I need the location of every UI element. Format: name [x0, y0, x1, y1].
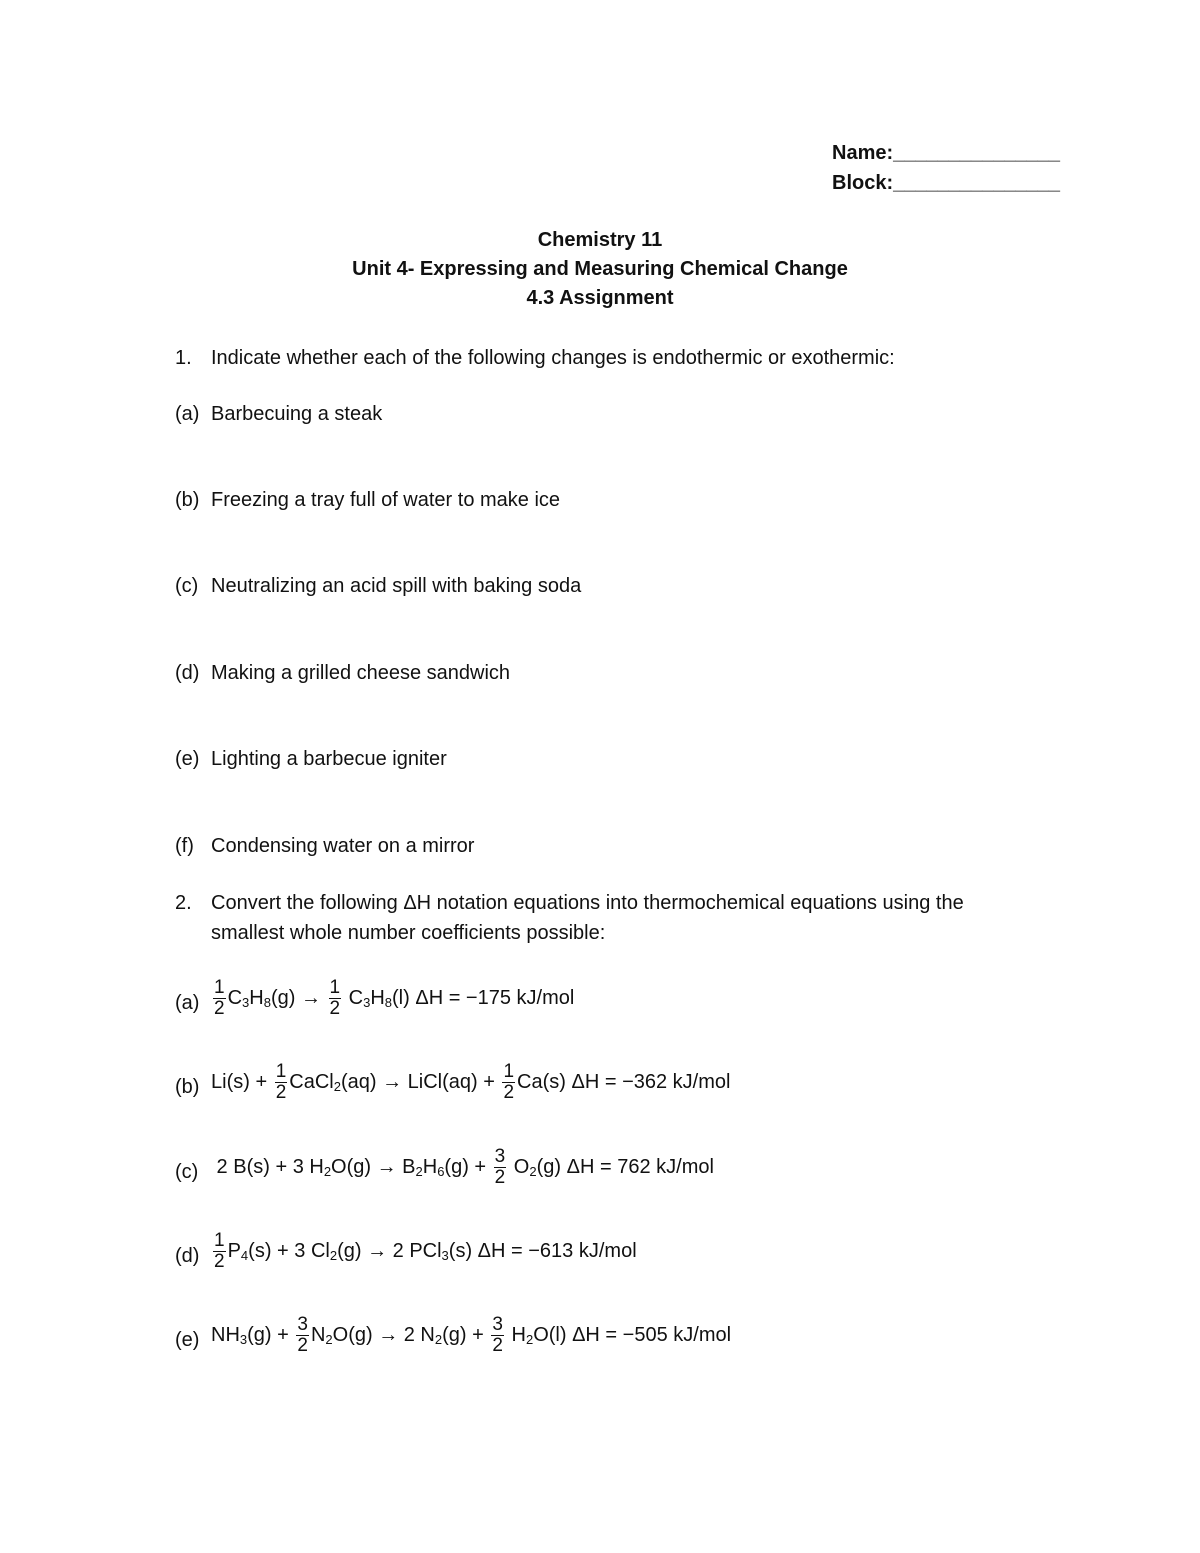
- equation-c: 2 B(s) + 3 $H_2O(g) \to B_2H_6(g)$ + $\frac{3}{2}$ $O_2(g) \Delta H = 762$ kJ/mol: [211, 1146, 714, 1188]
- item-text: Neutralizing an acid spill with baking soda: [211, 575, 582, 597]
- item-label: (e): [175, 748, 200, 770]
- item-text: Freezing a tray full of water to make ice: [211, 489, 561, 511]
- assignment-title: 4.3 Assignment: [526, 287, 674, 309]
- equation-e: $NH_3(g)$ + $\frac{3}{2}$ $N_2O(g) \to 2$ $N_2(g)$ + $\frac{3}{2}$ $H_2O(l) \Delta H = -505$ kJ/mol: [211, 1314, 732, 1356]
- unit-title: Unit 4- Expressing and Measuring Chemical Change: [352, 258, 848, 280]
- item-label: (f): [175, 835, 194, 857]
- equation-a: $\frac{1}{2}$ $C_3H_8(g)$ → $\frac{1}{2}$ $C_3H_8(l) \Delta H = -175$ kJ/mol: [214, 977, 575, 1019]
- item-label: (b): [175, 489, 200, 511]
- equation-b: Li(s) + $\frac{1}{2}$ CaCl$_2$(aq) → LiCl(aq) + $\frac{1}{2}$ Ca(s) ΔH = −362 kJ/mol: [211, 1061, 731, 1103]
- item-text: Condensing water on a mirror: [211, 835, 475, 857]
- question-prompt: Indicate whether each of the following changes is endothermic or exothermic:: [211, 347, 895, 369]
- equation-label: (c): [175, 1161, 199, 1183]
- item-text: Barbecuing a steak: [211, 403, 383, 425]
- equation-label: (d): [175, 1245, 200, 1267]
- course-title: Chemistry 11: [537, 229, 663, 251]
- item-text: Lighting a barbecue igniter: [211, 748, 447, 770]
- question-number: 2.: [175, 892, 192, 914]
- equation-label: (b): [175, 1076, 200, 1098]
- equation-label: (a): [175, 992, 200, 1014]
- question-prompt-line-1: Convert the following ΔH notation equations into thermochemical equations using the: [211, 892, 964, 914]
- item-text: Making a grilled cheese sandwich: [211, 662, 511, 684]
- question-prompt-line-2: smallest whole number coefficients possible:: [211, 922, 606, 944]
- item-label: (a): [175, 403, 200, 425]
- block-field[interactable]: Block:_______________: [832, 172, 1060, 194]
- name-field[interactable]: Name:_______________: [832, 142, 1060, 164]
- equation-label: (e): [175, 1329, 200, 1351]
- equation-d: $\frac{1}{2}$ $P_4(s) + 3$ $Cl_2(g) \to 2$ PCl$_3$(s) ΔH = −613 kJ/mol: [214, 1230, 637, 1272]
- item-label: (d): [175, 662, 200, 684]
- question-number: 1.: [175, 347, 192, 369]
- item-label: (c): [175, 575, 199, 597]
